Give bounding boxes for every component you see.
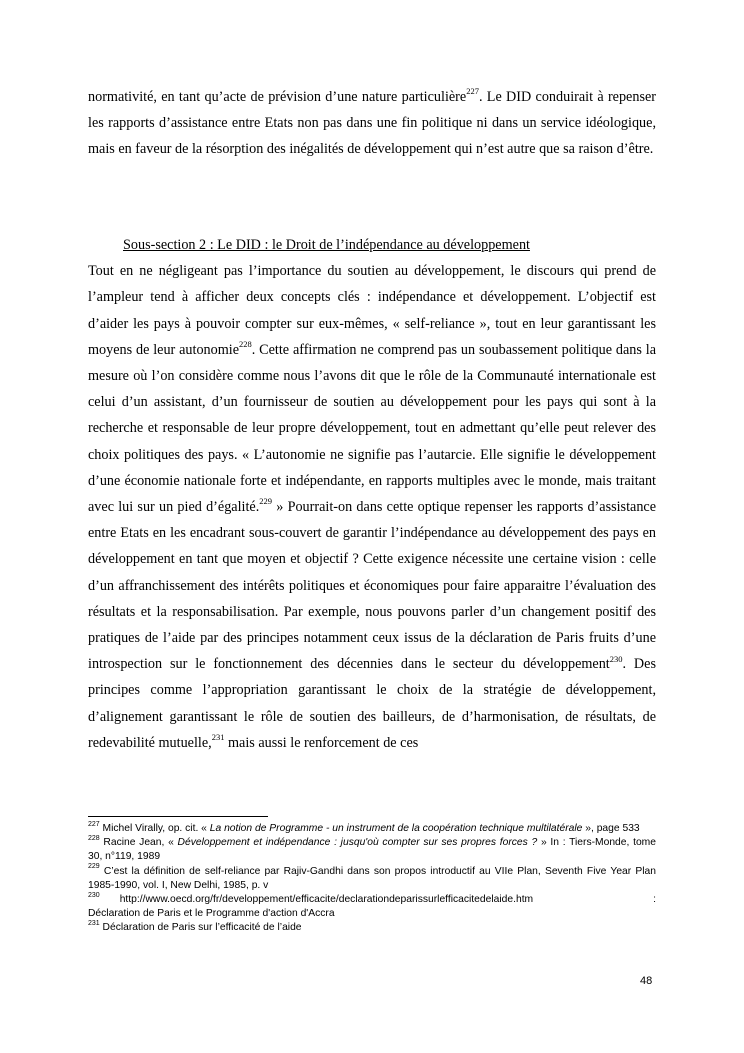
footnote-colon: : (653, 894, 656, 906)
text-run: » Pourrait-on dans cette optique repenser les rapports d’assistance entre Etats en les encadrant sous-couvert de garantir l’indépendance au développement des pays en développement en tant que moyen et objectif ? Cette exigence nécessite une certaine vision : celle d’un affranchissement des intérêts politiques et économiques pour faire apparaitre l’évaluation des résultats et la responsabilisation. Par exemple, nous pouvons parler d’un changement positif des pratiques de l’aide par des principes notamment ceux issus de la déclaration de Paris fruits d’une introspection sur le fonctionnement des décennies dans le secteur du développement (88, 499, 657, 673)
footnote-227 (88, 822, 656, 836)
footnote-text: Déclaration de Paris sur l’efficacité de l’aide (99, 922, 302, 934)
text-run: Tout en ne négligeant pas l’importance du soutien au développement, le discours qui prend de l’ampleur tend à afficher deux concepts clés : indépendance et développement. L’objectif est d’aider les pays à pouvoir compter sur eux-mêmes, « self-reliance », tout en leur garantissant les moyens de leur autonomie (88, 263, 656, 358)
text-run: . Cette affirmation ne comprend pas un soubassement politique dans la mesure où l’on considère comme nous l’avons dit que le rôle de la Communauté internationale est celui d’un assistant, d’un fournisseur de soutien au développement pour les pays qui sont à la recherche et responsable de leur propre développement, tout en admettant qu’elle peut relever des choix politiques des pays. « L’autonomie ne signifie pas l’autarcie. Elle signifie le développement d’une économie nationale forte et indépendante, en rapports multiples avec le monde, mais traitant avec lui sur un pied d’égalité. (88, 341, 656, 516)
footnote-text: Michel Virally, op. cit. « (99, 823, 210, 834)
footnote-ref-229[interactable]: 229 (259, 496, 273, 507)
footnote-ref-230[interactable]: 230 (609, 653, 623, 664)
footnote-ref-227[interactable]: 227 (466, 86, 479, 97)
subsection-heading-text: Sous-section 2 : Le DID : le Droit de l’indépendance au développement (123, 237, 530, 253)
text-run: . Des principes comme l’appropriation garantissant le choix de la stratégie de développement, d’alignement garantissant le rôle de soutien des bailleurs, de d’harmonisation, de résultats, de redevabilité mutuelle, (88, 656, 656, 751)
page-number: 48 (640, 975, 653, 987)
text-run: normativité, en tant qu’acte de prévision d’une nature particulière (88, 89, 467, 105)
footnote-number: 228 (88, 834, 100, 842)
text-run: . Le DID conduirait à repenser les rapports d’assistance entre Etats non pas dans une fin politique ni dans un service idéologique, mais en faveur de la résorption des inégalités de développement qui n’est autre que sa raison d’être. (88, 89, 656, 158)
footnote-number: 229 (88, 863, 100, 871)
footnote-text: Racine Jean, « (99, 837, 178, 849)
footnote-text: C’est la définition de self-reliance par Rajiv-Gandhi dans son propos introductif au VIIe Plan, Seventh Five Year Plan 1985-1990, vol. I, New Delhi, 1985, p. v (88, 865, 656, 891)
footnote-229 (88, 865, 656, 893)
footnote-number: 231 (88, 920, 100, 927)
footnote-228 (88, 836, 656, 864)
paragraph-text (88, 84, 656, 163)
footnote-link[interactable]: http://www.oecd.org/fr/developpement/efficacite/declarationdeparissurlefficacitedelaide.htm (119, 894, 534, 906)
paragraph-1 (88, 84, 656, 163)
footnote-230 (88, 893, 656, 921)
footnotes (88, 822, 656, 936)
subsection-heading (88, 232, 656, 258)
paragraph-2 (88, 258, 656, 756)
footnote-separator (88, 816, 268, 817)
footnote-231 (88, 921, 656, 935)
footnote-text: Déclaration de Paris et le Programme d'action d'Accra (88, 908, 335, 920)
footnote-ref-231[interactable]: 231 (211, 732, 225, 743)
footnote-title: La notion de Programme - un instrument de la coopération technique multilatérale (209, 823, 583, 834)
footnote-text: » In : Tiers-Monde, tome 30, n°119, 1989 (88, 837, 656, 863)
footnote-number: 227 (88, 820, 100, 828)
text-run: mais aussi le renforcement de ces (224, 734, 419, 751)
footnote-text: », page 533 (582, 823, 640, 834)
footnote-title: Développement et indépendance : jusqu'où compter sur ses propres forces ? (177, 837, 538, 849)
footnote-number: 230 (88, 891, 100, 899)
subsection-block (88, 232, 656, 756)
footnote-ref-228[interactable]: 228 (239, 339, 252, 350)
